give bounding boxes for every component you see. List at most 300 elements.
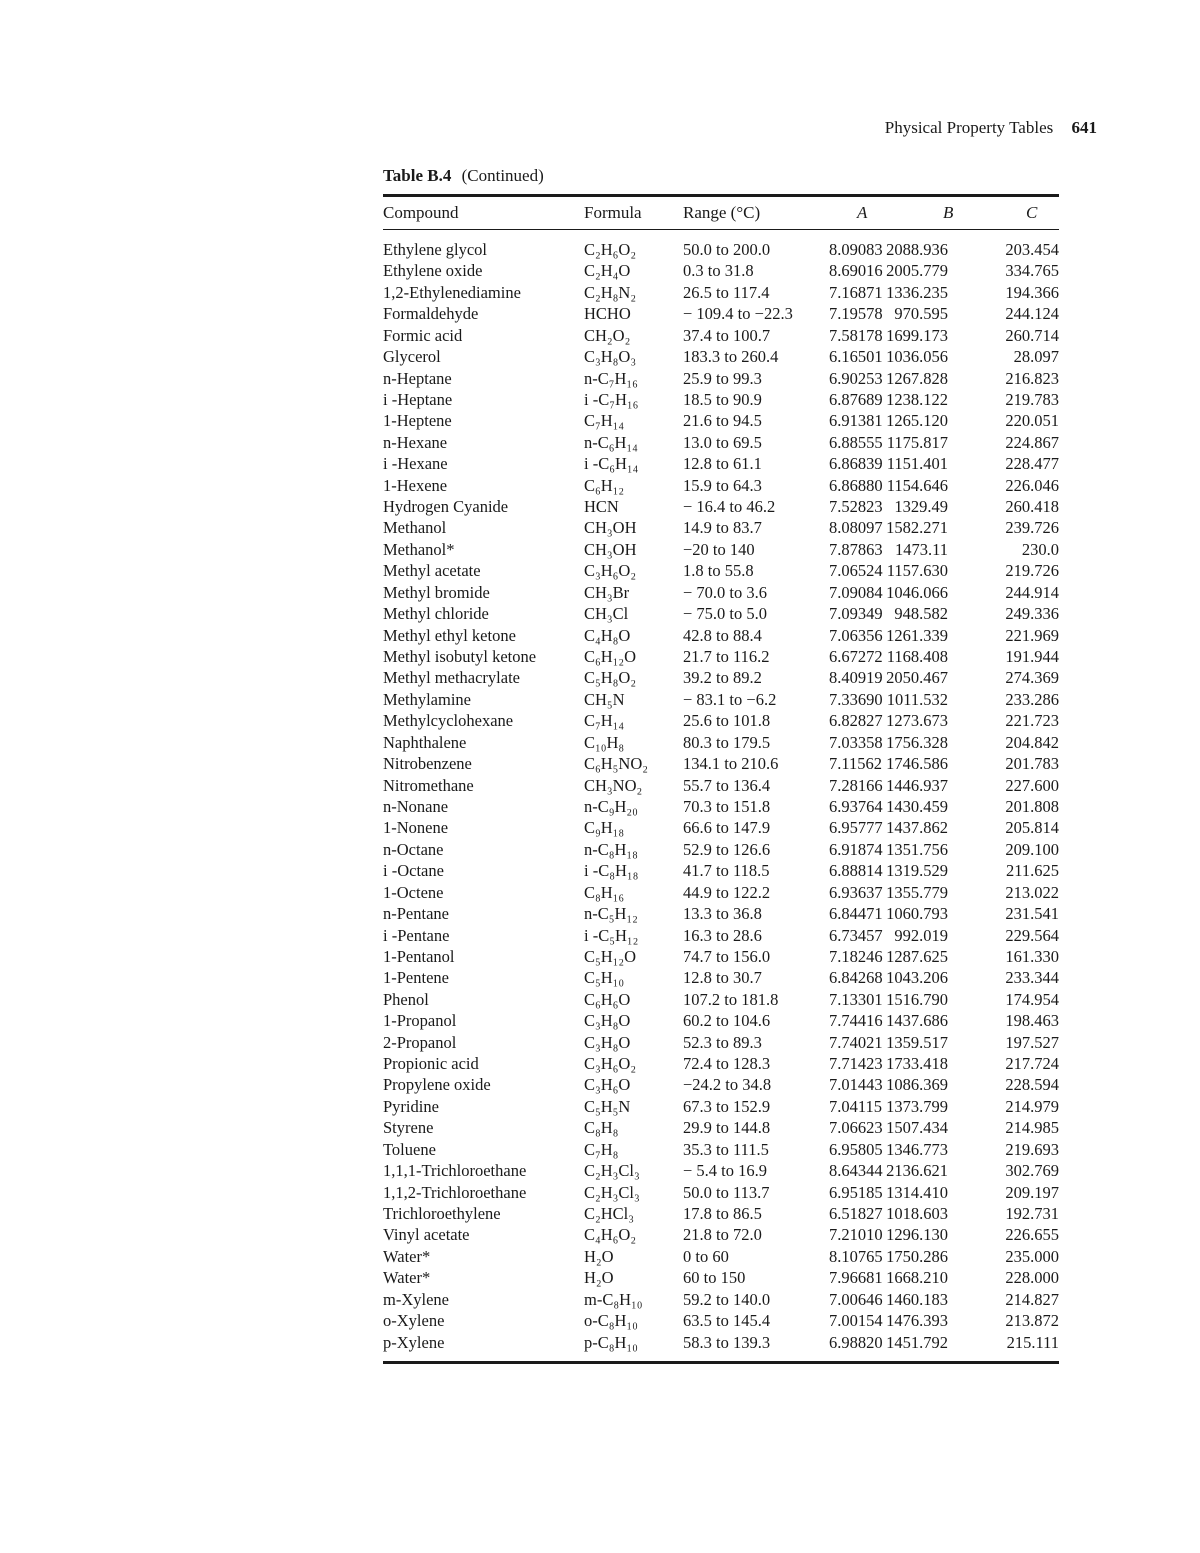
table-row [383, 646, 1059, 667]
coefficient-c: 221.723 [1005, 711, 1059, 731]
temperature-range: 50.0 to 200.0 [683, 240, 771, 259]
coefficient-c: 229.564 [1005, 925, 1059, 945]
formula: n-C₅H₁₂ [584, 904, 638, 924]
formula: CH₃Cl [584, 604, 629, 624]
table-row [383, 1053, 1059, 1074]
compound-name: 1-Nonene [383, 818, 449, 838]
coefficient-c: 302.769 [1005, 1161, 1059, 1181]
formula: C₃H₈O [584, 1032, 631, 1052]
compound-name: n-Octane [383, 839, 444, 859]
temperature-range: 15.9 to 64.3 [683, 475, 762, 495]
formula: HCHO [584, 304, 631, 324]
compound-name: m-Xylene [383, 1289, 449, 1309]
formula: C₅H₁₂O [584, 946, 637, 966]
compound-name: o-Xylene [383, 1311, 445, 1331]
coefficient-a: 7.33690 [829, 689, 883, 709]
table-row [383, 1289, 1059, 1310]
formula: n-C₆H₁₄ [584, 432, 638, 452]
coefficient-c: 201.783 [1005, 754, 1059, 774]
coefficient-c: 205.814 [1005, 818, 1059, 838]
coefficient-c: 219.693 [1005, 1139, 1059, 1159]
compound-name: Ethylene oxide [383, 261, 483, 281]
coefficient-c: 226.046 [1005, 475, 1059, 495]
coefficient-a: 6.84268 [829, 968, 883, 988]
coefficient-c: 233.344 [1005, 968, 1059, 988]
formula: C₂H₈N₂ [584, 282, 637, 302]
formula: C₂H₄O [584, 261, 631, 281]
compound-name: Vinyl acetate [383, 1225, 470, 1245]
temperature-range: 1.8 to 55.8 [683, 561, 754, 581]
table-row [383, 1096, 1059, 1117]
compound-name: Glycerol [383, 347, 441, 367]
coefficient-c: 204.842 [1005, 732, 1059, 752]
coefficient-a: 6.90253 [829, 368, 883, 388]
table-row [383, 1246, 1059, 1267]
coefficient-c: 334.765 [1005, 261, 1059, 281]
compound-name: Methyl bromide [383, 582, 490, 602]
coefficient-c: 209.100 [1005, 839, 1059, 859]
temperature-range: 74.7 to 156.0 [683, 946, 771, 966]
compound-name: Methyl ethyl ketone [383, 625, 516, 645]
table-row [383, 539, 1059, 560]
table-row [383, 346, 1059, 367]
coefficient-c: 226.655 [1005, 1225, 1059, 1245]
coefficient-c: 214.827 [1005, 1289, 1059, 1309]
compound-name: 1,2-Ethylenediamine [383, 282, 521, 302]
temperature-range: 107.2 to 181.8 [683, 989, 779, 1009]
coefficient-b: 1451.792 [886, 1332, 948, 1352]
table-row [383, 989, 1059, 1010]
coefficient-b: 1430.459 [886, 796, 948, 816]
compound-name: Ethylene glycol [383, 240, 488, 259]
coefficient-a: 7.09084 [829, 582, 883, 602]
temperature-range: 13.0 to 69.5 [683, 432, 762, 452]
coefficient-b: 1346.773 [886, 1139, 948, 1159]
coefficient-c: 260.418 [1005, 497, 1059, 517]
coefficient-a: 7.04115 [829, 1096, 883, 1116]
coefficient-c: 228.477 [1005, 454, 1059, 474]
coefficient-a: 6.86839 [829, 454, 883, 474]
table-row [383, 1139, 1059, 1160]
coefficient-a: 6.93764 [829, 796, 883, 816]
coefficient-c: 233.286 [1005, 689, 1059, 709]
temperature-range: 80.3 to 179.5 [683, 732, 771, 752]
formula: C₅H₈O₂ [584, 668, 637, 688]
temperature-range: 21.7 to 116.2 [683, 647, 770, 667]
table-row [383, 603, 1059, 624]
header-b: B [943, 203, 954, 222]
coefficient-c: 224.867 [1005, 432, 1059, 452]
running-head-title: Physical Property Tables [884, 118, 1054, 137]
coefficient-c: 203.454 [1005, 240, 1059, 259]
coefficient-b: 1359.517 [886, 1032, 948, 1052]
formula: C₂H₆O₂ [584, 240, 637, 259]
formula: C₉H₁₈ [584, 818, 625, 838]
temperature-range: 55.7 to 136.4 [683, 775, 771, 795]
temperature-range: 39.2 to 89.2 [683, 668, 762, 688]
temperature-range: 17.8 to 86.5 [683, 1203, 762, 1223]
header-formula: Formula [584, 203, 642, 222]
temperature-range: 18.5 to 90.9 [683, 389, 762, 409]
coefficient-a: 7.16871 [829, 282, 883, 302]
coefficient-a: 6.95805 [829, 1139, 883, 1159]
coefficient-a: 7.03358 [829, 732, 883, 752]
compound-name: Water* [383, 1246, 431, 1266]
formula: C₂H₃Cl₃ [584, 1182, 640, 1202]
coefficient-a: 7.87863 [829, 539, 883, 559]
coefficient-b: 1154.646 [886, 475, 948, 495]
compound-name: n-Pentane [383, 904, 449, 924]
coefficient-b: 1238.122 [886, 389, 948, 409]
coefficient-a: 7.28166 [829, 775, 883, 795]
coefficient-b: 1046.066 [886, 582, 948, 602]
coefficient-c: 174.954 [1005, 989, 1059, 1009]
formula: CH₃Br [584, 582, 630, 602]
coefficient-a: 7.96681 [829, 1268, 883, 1288]
compound-name: Pyridine [383, 1096, 439, 1116]
table-label: Table B.4 [383, 166, 452, 185]
coefficient-a: 8.40919 [829, 668, 883, 688]
compound-name: Formic acid [383, 325, 463, 345]
header-range: Range (°C) [683, 203, 761, 222]
table-row [383, 796, 1059, 817]
temperature-range: 16.3 to 28.6 [683, 925, 762, 945]
compound-name: 1,1,2-Trichloroethane [383, 1182, 527, 1202]
coefficient-a: 7.74416 [829, 1011, 883, 1031]
coefficient-a: 7.18246 [829, 946, 883, 966]
coefficient-a: 6.91381 [829, 411, 883, 431]
compound-name: 2-Propanol [383, 1032, 457, 1052]
temperature-range: 41.7 to 118.5 [683, 861, 770, 881]
formula: C₄H₈O [584, 625, 631, 645]
formula: n-C₉H₂₀ [584, 796, 638, 816]
coefficient-c: 227.600 [1005, 775, 1059, 795]
coefficient-b: 1018.603 [886, 1203, 948, 1223]
coefficient-b: 1756.328 [886, 732, 948, 752]
coefficient-b: 1329.49 [894, 497, 948, 517]
coefficient-a: 6.16501 [829, 347, 883, 367]
table-bottom-rule [383, 1361, 1059, 1364]
coefficient-b: 1437.862 [886, 818, 948, 838]
coefficient-c: 228.594 [1005, 1075, 1059, 1095]
table-row [383, 625, 1059, 646]
table-row [383, 839, 1059, 860]
temperature-range: 26.5 to 117.4 [683, 282, 770, 302]
temperature-range: 14.9 to 83.7 [683, 518, 762, 538]
table-row [383, 453, 1059, 474]
coefficient-b: 1373.799 [886, 1096, 948, 1116]
table-row [383, 1117, 1059, 1138]
table-row [383, 582, 1059, 603]
compound-name: Styrene [383, 1118, 434, 1138]
compound-name: i -Heptane [383, 389, 453, 409]
coefficient-a: 7.21010 [829, 1225, 883, 1245]
coefficient-b: 1261.339 [886, 625, 948, 645]
compound-name: Methylcyclohexane [383, 711, 514, 731]
temperature-range: 70.3 to 151.8 [683, 796, 771, 816]
compound-name: Nitrobenzene [383, 754, 472, 774]
coefficient-c: 219.783 [1005, 389, 1059, 409]
table-header-rule [383, 229, 1059, 230]
table-row [383, 1203, 1059, 1224]
table-row [383, 946, 1059, 967]
coefficient-b: 1267.828 [886, 368, 948, 388]
coefficient-c: 213.872 [1005, 1311, 1059, 1331]
formula: C₆H₅NO₂ [584, 754, 649, 774]
coefficient-b: 1733.418 [886, 1054, 948, 1074]
table-row [383, 817, 1059, 838]
coefficient-b: 1473.11 [894, 539, 948, 559]
compound-name: n-Nonane [383, 796, 449, 816]
coefficient-c: 230.0 [1021, 539, 1059, 559]
compound-name: Methyl isobutyl ketone [383, 647, 537, 667]
temperature-range: − 70.0 to 3.6 [683, 582, 768, 602]
table-row [383, 967, 1059, 988]
coefficient-a: 7.00154 [829, 1311, 883, 1331]
formula: C₃H₆O [584, 1075, 631, 1095]
coefficient-b: 1476.393 [886, 1311, 948, 1331]
coefficient-a: 6.82827 [829, 711, 883, 731]
compound-name: Methanol* [383, 539, 455, 559]
coefficient-a: 7.06524 [829, 561, 883, 581]
table-row [383, 1010, 1059, 1031]
coefficient-c: 219.726 [1005, 561, 1059, 581]
temperature-range: 0 to 60 [683, 1246, 729, 1266]
coefficient-b: 1043.206 [886, 968, 948, 988]
coefficient-a: 7.06356 [829, 625, 883, 645]
formula: CH₃NO₂ [584, 775, 643, 795]
temperature-range: 58.3 to 139.3 [683, 1332, 771, 1352]
table-row [383, 1224, 1059, 1245]
temperature-range: 44.9 to 122.2 [683, 882, 771, 902]
formula: CH₂O₂ [584, 325, 631, 345]
coefficient-a: 7.52823 [829, 497, 883, 517]
formula: CH₃OH [584, 518, 637, 538]
coefficient-a: 6.51827 [829, 1203, 883, 1223]
table-caption [383, 166, 544, 186]
coefficient-c: 209.197 [1005, 1182, 1059, 1202]
compound-name: Methanol [383, 518, 447, 538]
coefficient-a: 7.09349 [829, 604, 883, 624]
compound-name: 1-Propanol [383, 1011, 457, 1031]
coefficient-a: 6.88814 [829, 861, 883, 881]
compound-name: 1-Heptene [383, 411, 452, 431]
table-row [383, 775, 1059, 796]
table-row [383, 882, 1059, 903]
temperature-range: − 109.4 to −22.3 [683, 304, 793, 324]
coefficient-a: 6.98820 [829, 1332, 883, 1352]
formula: i -C₇H₁₆ [584, 389, 639, 409]
table-row [383, 667, 1059, 688]
compound-name: n-Heptane [383, 368, 452, 388]
compound-name: i -Hexane [383, 454, 448, 474]
formula: CH₃OH [584, 539, 637, 559]
compound-name: Methyl methacrylate [383, 668, 520, 688]
coefficient-b: 1460.183 [886, 1289, 948, 1309]
coefficient-a: 8.64344 [829, 1161, 883, 1181]
temperature-range: 60 to 150 [683, 1268, 746, 1288]
coefficient-a: 7.71423 [829, 1054, 883, 1074]
coefficient-a: 7.00646 [829, 1289, 883, 1309]
coefficient-b: 1507.434 [886, 1118, 948, 1138]
table-row [383, 903, 1059, 924]
temperature-range: 134.1 to 210.6 [683, 754, 779, 774]
table-row [383, 1310, 1059, 1331]
formula: C₇H₈ [584, 1139, 619, 1159]
formula: C₂H₃Cl₃ [584, 1161, 640, 1181]
coefficient-b: 1336.235 [886, 282, 948, 302]
coefficient-b: 2050.467 [886, 668, 948, 688]
coefficient-c: 260.714 [1005, 325, 1059, 345]
formula: H₂O [584, 1268, 614, 1288]
coefficient-c: 197.527 [1005, 1032, 1059, 1052]
table-row [383, 282, 1059, 303]
coefficient-b: 2136.621 [886, 1161, 948, 1181]
formula: CH₅N [584, 689, 625, 709]
table-row [383, 368, 1059, 389]
coefficient-c: 235.000 [1005, 1246, 1059, 1266]
table-row [383, 432, 1059, 453]
table-row [383, 325, 1059, 346]
coefficient-c: 198.463 [1005, 1011, 1059, 1031]
coefficient-c: 192.731 [1005, 1203, 1059, 1223]
coefficient-c: 201.808 [1005, 796, 1059, 816]
compound-name: Toluene [383, 1139, 436, 1159]
temperature-range: 67.3 to 152.9 [683, 1096, 771, 1116]
compound-name: i -Octane [383, 861, 444, 881]
compound-name: 1-Pentanol [383, 946, 455, 966]
temperature-range: − 75.0 to 5.0 [683, 604, 768, 624]
coefficient-c: 220.051 [1005, 411, 1059, 431]
coefficient-a: 7.13301 [829, 989, 883, 1009]
compound-name: Methyl chloride [383, 604, 489, 624]
compound-name: Methyl acetate [383, 561, 481, 581]
table-top-rule [383, 194, 1059, 197]
table-row [383, 925, 1059, 946]
coefficient-b: 948.582 [894, 604, 948, 624]
formula: H₂O [584, 1246, 614, 1266]
compound-name: 1-Pentene [383, 968, 449, 988]
coefficient-b: 1668.210 [886, 1268, 948, 1288]
temperature-range: 59.2 to 140.0 [683, 1289, 771, 1309]
coefficient-b: 1437.686 [886, 1011, 948, 1031]
coefficient-b: 2005.779 [886, 261, 948, 281]
coefficient-b: 1699.173 [886, 325, 948, 345]
compound-name: n-Hexane [383, 432, 448, 452]
coefficient-b: 1036.056 [886, 347, 948, 367]
formula: C₈H₁₆ [584, 882, 625, 902]
coefficient-b: 1086.369 [886, 1075, 948, 1095]
temperature-range: − 16.4 to 46.2 [683, 497, 776, 517]
temperature-range: 29.9 to 144.8 [683, 1118, 771, 1138]
coefficient-b: 1157.630 [886, 561, 948, 581]
temperature-range: 52.9 to 126.6 [683, 839, 771, 859]
formula: C₇H₁₄ [584, 711, 625, 731]
coefficient-c: 214.979 [1005, 1096, 1059, 1116]
formula: m-C₈H₁₀ [584, 1289, 643, 1309]
compound-name: Phenol [383, 989, 429, 1009]
coefficient-b: 1351.756 [886, 839, 948, 859]
coefficient-a: 6.84471 [829, 904, 883, 924]
compound-name: Propionic acid [383, 1054, 479, 1074]
table-row [383, 517, 1059, 538]
formula: C₆H₆O [584, 989, 631, 1009]
coefficient-b: 1168.408 [886, 647, 948, 667]
temperature-range: 12.8 to 61.1 [683, 454, 762, 474]
formula: p-C₈H₁₀ [584, 1332, 638, 1352]
coefficient-c: 211.625 [1005, 861, 1059, 881]
temperature-range: 25.6 to 101.8 [683, 711, 771, 731]
coefficient-b: 1314.410 [886, 1182, 948, 1202]
coefficient-b: 1516.790 [886, 989, 948, 1009]
formula: i -C₈H₁₈ [584, 861, 639, 881]
formula: C₈H₈ [584, 1118, 619, 1138]
coefficient-a: 6.88555 [829, 432, 883, 452]
coefficient-a: 8.09083 [829, 240, 883, 259]
compound-name: Trichloroethylene [383, 1203, 501, 1223]
coefficient-a: 7.74021 [829, 1032, 883, 1052]
coefficient-b: 1265.120 [886, 411, 948, 431]
table-row [383, 475, 1059, 496]
table-row [383, 1332, 1059, 1353]
table-row [383, 860, 1059, 881]
compound-name: Naphthalene [383, 732, 467, 752]
coefficient-a: 7.19578 [829, 304, 883, 324]
table-row [383, 732, 1059, 753]
coefficient-b: 1355.779 [886, 882, 948, 902]
temperature-range: − 83.1 to −6.2 [683, 689, 777, 709]
formula: n-C₇H₁₆ [584, 368, 638, 388]
page-number: 641 [1071, 118, 1097, 137]
compound-name: Water* [383, 1268, 431, 1288]
coefficient-a: 6.67272 [829, 647, 883, 667]
table-row [383, 1032, 1059, 1053]
formula: C₃H₆O₂ [584, 1054, 637, 1074]
table-row [383, 560, 1059, 581]
coefficient-c: 28.097 [1013, 347, 1059, 367]
coefficient-c: 213.022 [1005, 882, 1059, 902]
table-row [383, 1267, 1059, 1288]
temperature-range: 21.8 to 72.0 [683, 1225, 762, 1245]
table-row [383, 239, 1059, 260]
table-row [383, 689, 1059, 710]
table-row [383, 710, 1059, 731]
coefficient-b: 1296.130 [886, 1225, 948, 1245]
formula: C₂HCl₃ [584, 1203, 635, 1223]
formula: C₃H₆O₂ [584, 561, 637, 581]
temperature-range: −24.2 to 34.8 [683, 1075, 772, 1095]
coefficient-a: 6.73457 [829, 925, 883, 945]
formula: C₅H₁₀ [584, 968, 625, 988]
compound-name: Nitromethane [383, 775, 474, 795]
temperature-range: 12.8 to 30.7 [683, 968, 762, 988]
table-row [383, 410, 1059, 431]
temperature-range: 52.3 to 89.3 [683, 1032, 762, 1052]
coefficient-c: 274.369 [1005, 668, 1059, 688]
coefficient-a: 6.95185 [829, 1182, 883, 1202]
coefficient-c: 239.726 [1005, 518, 1059, 538]
formula: C₆H₁₂ [584, 475, 625, 495]
table-body [383, 239, 1059, 1353]
temperature-range: 21.6 to 94.5 [683, 411, 762, 431]
table-row [383, 496, 1059, 517]
coefficient-c: 244.914 [1005, 582, 1059, 602]
coefficient-c: 244.124 [1005, 304, 1059, 324]
formula: o-C₈H₁₀ [584, 1311, 638, 1331]
temperature-range: 0.3 to 31.8 [683, 261, 754, 281]
coefficient-c: 231.541 [1005, 904, 1059, 924]
coefficient-b: 1746.586 [886, 754, 948, 774]
